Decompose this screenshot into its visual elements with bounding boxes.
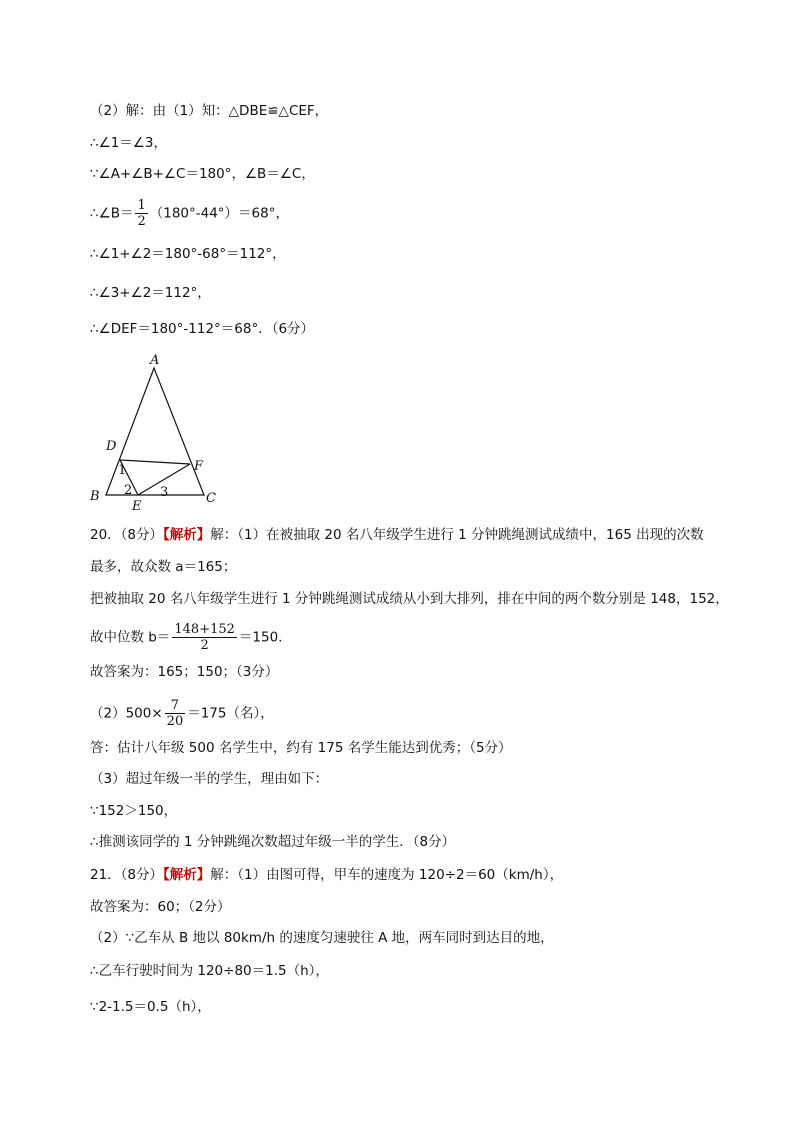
text-line: ∴推测该同学的 1 分钟跳绳次数超过年级一半的学生．（8分） xyxy=(90,834,456,850)
angle-label-2: 2 xyxy=(124,483,133,498)
text-line: 故答案为：165；150；（3分） xyxy=(90,664,279,680)
analysis-tag: 【解析】 xyxy=(163,867,211,883)
fraction-numerator: 148+152 xyxy=(174,622,235,637)
text-line xyxy=(90,698,274,729)
angle-label-3: 3 xyxy=(160,485,169,500)
text-line: ∴∠1+∠2＝180°-68°＝112°， xyxy=(90,246,286,262)
text-line xyxy=(90,622,282,653)
text-fragment: ＝150. xyxy=(238,629,283,646)
text-fragment: 21．（8分） xyxy=(90,867,164,883)
text-fragment: ＝175（名）， xyxy=(187,705,274,722)
vertex-label-a: A xyxy=(150,353,160,368)
text-fragment: 解：（1）由图可得，甲车的速度为 120÷2＝60（km/h）， xyxy=(210,867,564,883)
angle-label-1: 1 xyxy=(118,463,127,478)
text-line: （2）∵乙车从 B 地以 80km/h 的速度匀速驶往 A 地，两车同时到达目的地， xyxy=(90,930,554,946)
text-line: ∵∠A+∠B+∠C＝180°，∠B＝∠C， xyxy=(90,166,315,182)
text-line: 答：估计八年级 500 名学生中，约有 175 名学生能达到优秀；（5分） xyxy=(90,740,512,756)
fraction-denominator: 2 xyxy=(200,638,209,653)
geometry-figure xyxy=(84,350,224,510)
vertex-label-e: E xyxy=(132,499,142,510)
fraction xyxy=(165,698,186,729)
text-line: ∴∠3+∠2＝112°， xyxy=(90,285,211,301)
segment-df xyxy=(120,460,190,464)
text-fragment: （2）500× xyxy=(90,705,163,722)
fraction-denominator: 2 xyxy=(137,214,146,229)
fraction-numerator: 1 xyxy=(137,198,146,213)
vertex-label-b: B xyxy=(90,489,100,504)
text-line: ∴乙车行驶时间为 120÷80＝1.5（h）， xyxy=(90,963,329,979)
text-line: 最多，故众数 a＝165； xyxy=(90,559,237,575)
text-line: 故答案为：60；（2分） xyxy=(90,899,231,915)
text-line: ∵2-1.5＝0.5（h）， xyxy=(90,999,211,1015)
text-fragment: ∴∠B＝ xyxy=(90,205,134,222)
text-fragment: （180°-44°）＝68°， xyxy=(149,205,289,222)
fraction-denominator: 20 xyxy=(166,714,184,729)
text-line: （2）解：由（1）知：△DBE≌△CEF， xyxy=(90,103,329,119)
vertex-label-f: F xyxy=(194,459,204,474)
text-line: ∵152＞150， xyxy=(90,803,178,819)
text-line: ∴∠DEF＝180°-112°＝68°．（6分） xyxy=(90,321,315,337)
text-fragment: 20．（8分） xyxy=(90,527,164,543)
text-line xyxy=(90,525,704,545)
text-line: 把被抽取 20 名八年级学生进行 1 分钟跳绳测试成绩从小到大排列，排在中间的两个数分别是 148，152， xyxy=(90,591,729,607)
text-fragment: 故中位数 b＝ xyxy=(90,629,171,646)
text-line xyxy=(90,198,289,229)
fraction-numerator: 7 xyxy=(165,698,186,714)
text-line: （3）超过年级一半的学生，理由如下： xyxy=(90,771,329,787)
fraction xyxy=(135,198,147,229)
fraction xyxy=(172,622,237,653)
vertex-label-c: C xyxy=(206,491,216,506)
analysis-tag: 【解析】 xyxy=(163,527,211,543)
text-fragment: 解：（1）在被抽取 20 名八年级学生进行 1 分钟跳绳测试成绩中，165 出现的次数 xyxy=(210,527,704,543)
vertex-label-d: D xyxy=(106,439,117,454)
text-line xyxy=(90,865,563,885)
text-line: ∴∠1＝∠3， xyxy=(90,135,167,151)
